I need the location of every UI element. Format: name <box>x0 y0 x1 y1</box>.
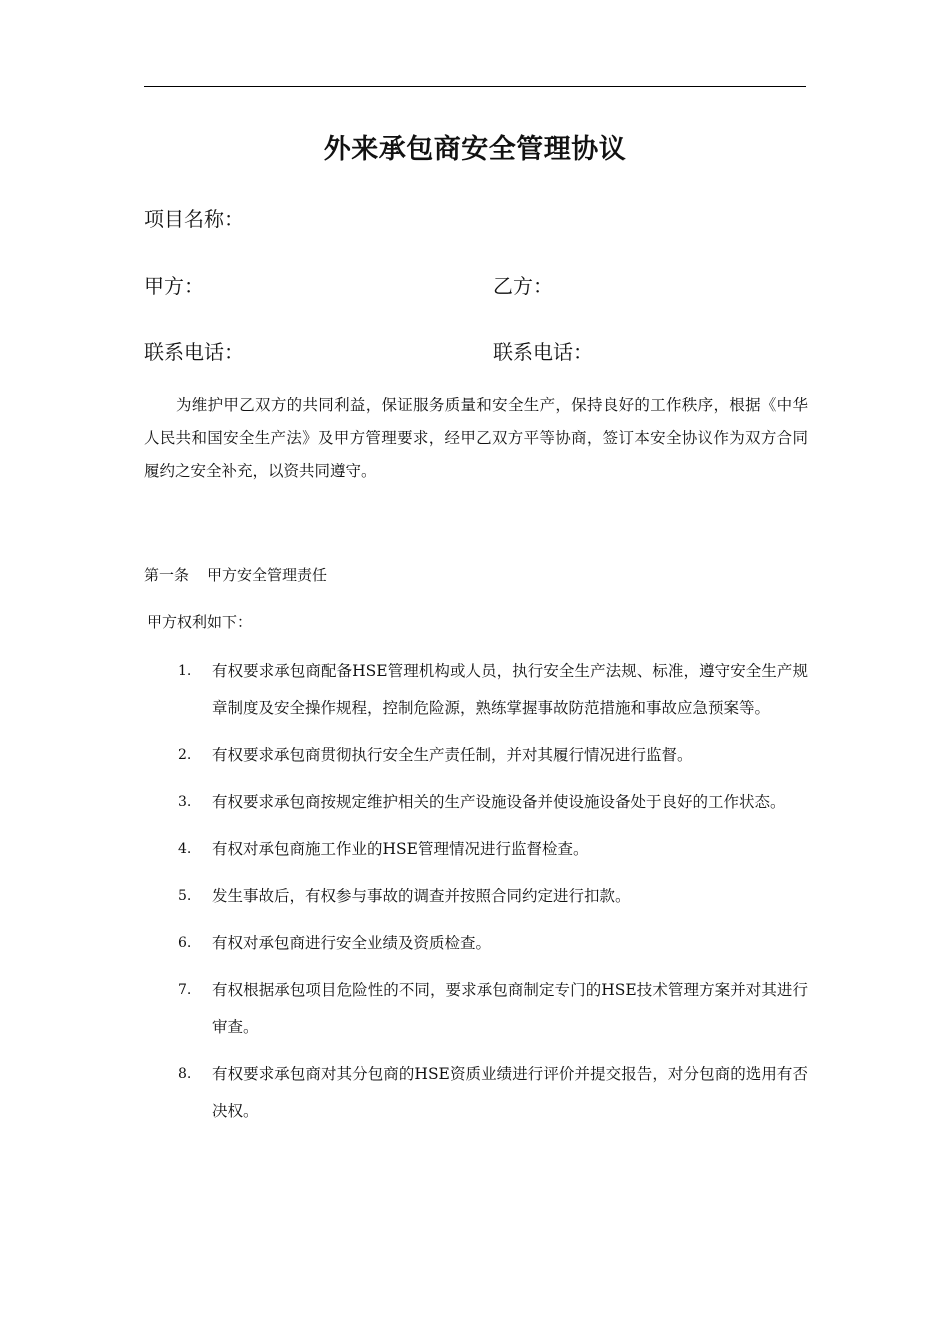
list-item <box>144 878 808 915</box>
list-item-text: 有权要求承包商对其分包商的HSE资质业绩进行评价并提交报告，对分包商的选用有否决权。 <box>212 1065 808 1120</box>
article-number: 第一条 <box>144 566 190 584</box>
list-item-number: 3. <box>178 794 192 810</box>
phone-b-label: 联系电话： <box>493 340 593 364</box>
list-item-text: 发生事故后，有权参与事故的调查并按照合同约定进行扣款。 <box>212 887 631 905</box>
project-name-label: 项目名称： <box>144 207 244 231</box>
list-item-text: 有权要求承包商配备HSE管理机构或人员，执行安全生产法规、标准，遵守安全生产规章制度及安全操作规程，控制危险源，熟练掌握事故防范措施和事故应急预案等。 <box>212 662 808 717</box>
list-item <box>144 784 808 821</box>
list-item-text: 有权对承包商进行安全业绩及资质检查。 <box>212 934 492 952</box>
party-a-label: 甲方： <box>144 274 204 298</box>
intro-paragraph: 为维护甲乙双方的共同利益，保证服务质量和安全生产，保持良好的工作秩序，根据《中华人民共和国安全生产法》及甲方管理要求，经甲乙双方平等协商，签订本安全协议作为双方合同履约之安全补充，以资共同遵守。 <box>144 396 808 480</box>
phone-a-label: 联系电话： <box>144 340 244 364</box>
article-title: 甲方安全管理责任 <box>207 566 328 584</box>
rights-heading: 甲方权利如下： <box>147 613 253 631</box>
list-item-number: 2. <box>178 747 192 763</box>
document-title: 外来承包商安全管理协议 <box>323 134 627 165</box>
list-item <box>144 653 808 727</box>
header-rule <box>144 86 806 87</box>
rights-list <box>144 653 808 1140</box>
list-item <box>144 737 808 774</box>
list-item-text: 有权根据承包项目危险性的不同，要求承包商制定专门的HSE技术管理方案并对其进行审查。 <box>212 981 808 1036</box>
list-item-text: 有权对承包商施工作业的HSE管理情况进行监督检查。 <box>212 840 589 858</box>
list-item-number: 1. <box>178 663 192 679</box>
list-item-text: 有权要求承包商贯彻执行安全生产责任制，并对其履行情况进行监督。 <box>212 746 693 764</box>
list-item-number: 5. <box>178 888 192 904</box>
article-heading <box>144 562 327 588</box>
party-b-label: 乙方： <box>493 274 553 298</box>
list-item-number: 4. <box>178 841 192 857</box>
list-item-number: 8. <box>178 1066 192 1082</box>
list-item <box>144 1056 808 1130</box>
list-item-text: 有权要求承包商按规定维护相关的生产设施设备并使设施设备处于良好的工作状态。 <box>212 793 786 811</box>
list-item <box>144 972 808 1046</box>
list-item-number: 7. <box>178 982 192 998</box>
list-item-number: 6. <box>178 935 192 951</box>
list-item <box>144 831 808 868</box>
list-item <box>144 925 808 962</box>
